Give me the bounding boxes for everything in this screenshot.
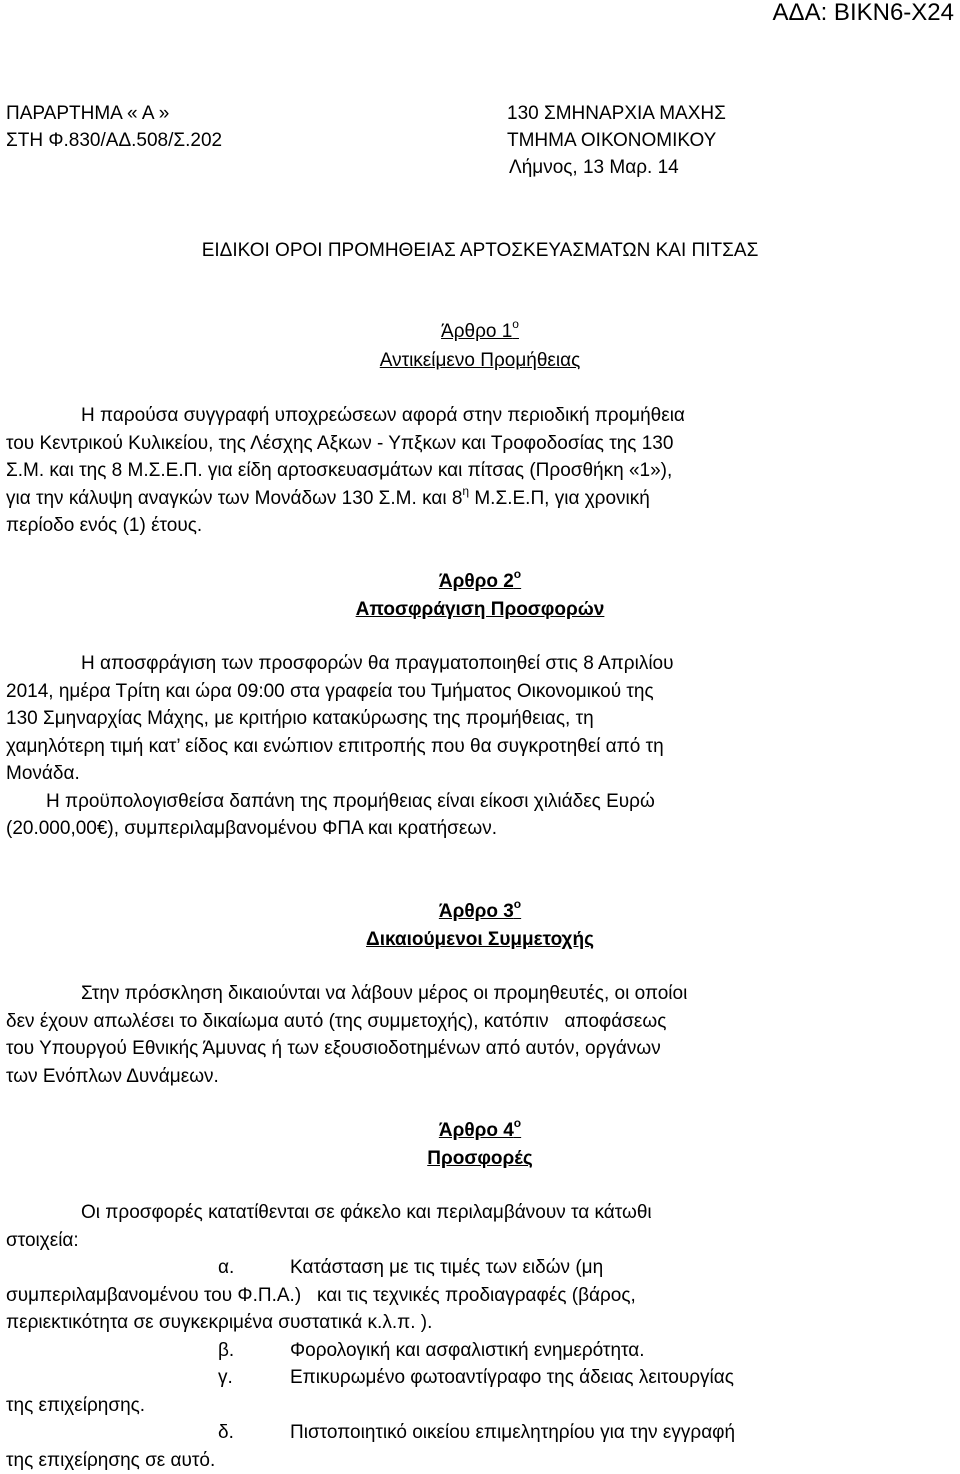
article1-body [6, 402, 938, 540]
ada-code: ΑΔΑ: ΒΙΚΝ6-Χ24 [773, 0, 954, 28]
article4-intro-line: στοιχεία: [6, 1227, 938, 1255]
article4-heading [0, 1117, 960, 1145]
article1-line: του Κεντρικού Κυλικείου, της Λέσχης Αξκων - Υπξκων και Τροφοδοσίας της 130 [6, 430, 938, 458]
article4-number: Άρθρο $4^o$ [439, 1120, 521, 1141]
article2-line: 2014, ημέρα Τρίτη και ώρα 09:00 στα γραφεία του Τμήματος Οικονομικού της [6, 678, 938, 706]
article4-title: Προσφορές [0, 1145, 960, 1173]
list-item-letter: γ. [6, 1364, 290, 1392]
annex-reference: ΣΤΗ Φ.830/ΑΔ.508/Σ.202 [6, 127, 222, 154]
article2-line: Μονάδα. [6, 760, 938, 788]
article1-number: Άρθρο $1^o$ [441, 321, 519, 342]
article2-line: Η αποσφράγιση των προσφορών θα πραγματοποιηθεί στις 8 Απριλίου [6, 650, 938, 678]
article3-line: των Ενόπλων Δυνάμεων. [6, 1063, 938, 1091]
list-item [6, 1419, 938, 1447]
article2-number: Άρθρο $2^o$ [439, 571, 521, 592]
article1-line: Σ.Μ. και της 8 Μ.Σ.Ε.Π. για είδη αρτοσκευασμάτων και πίτσας (Προσθήκη «1»), [6, 457, 938, 485]
article4-body [6, 1199, 938, 1474]
list-item-text: Φορολογική και ασφαλιστική ενημερότητα. [290, 1337, 645, 1365]
list-item-continuation: της επιχείρησης σε αυτό. [6, 1447, 938, 1474]
article2-title: Αποσφράγιση Προσφορών [0, 596, 960, 624]
article2-line: 130 Σμηναρχίας Μάχης, με κριτήριο κατακύρωσης της προμήθειας, τη [6, 705, 938, 733]
article2-line: χαμηλότερη τιμή κατ’ είδος και ενώπιον επιτροπής που θα συγκροτηθεί από τη [6, 733, 938, 761]
article1-heading [0, 318, 960, 346]
main-title: ΕΙΔΙΚΟΙ ΟΡΟΙ ΠΡΟΜΗΘΕΙΑΣ ΑΡΤΟΣΚΕΥΑΣΜΑΤΩΝ ΚΑΙ ΠΙΤΣΑΣ [0, 237, 960, 265]
article1-title: Αντικείμενο Προμήθειας [0, 347, 960, 375]
department-name: ΤΜΗΜΑ ΟΙΚΟΝΟΜΙΚΟΥ [507, 127, 726, 154]
list-item-letter: β. [6, 1337, 290, 1365]
article1-line: Η παρούσα συγγραφή υποχρεώσεων αφορά στην περιοδική προμήθεια [6, 402, 938, 430]
article3-title: Δικαιούμενοι Συμμετοχής [0, 926, 960, 954]
list-item-continuation: της επιχείρησης. [6, 1392, 938, 1420]
article2-line: Η προϋπολογισθείσα δαπάνη της προμήθειας είναι είκοσι χιλιάδες Ευρώ [6, 788, 938, 816]
unit-name: 130 ΣΜΗΝΑΡΧΙΑ ΜΑΧΗΣ [507, 100, 726, 127]
article1-line: περίοδο ενός (1) έτους. [6, 512, 938, 540]
article4-intro-line: Οι προσφορές κατατίθενται σε φάκελο και περιλαμβάνουν τα κάτωθι [6, 1199, 938, 1227]
annex-header [6, 100, 222, 154]
list-item-letter: α. [6, 1254, 290, 1282]
article2-line: (20.000,00€), συμπεριλαμβανομένου ΦΠΑ και κρατήσεων. [6, 815, 938, 843]
list-item [6, 1254, 938, 1282]
list-item-continuation: συμπεριλαμβανομένου του Φ.Π.Α.) και τις τεχνικές προδιαγραφές (βάρος, [6, 1282, 938, 1310]
annex-label: ΠΑΡΑΡΤΗΜΑ « Α » [6, 100, 222, 127]
article3-line: του Υπουργού Εθνικής Άμυνας ή των εξουσιοδοτημένων από αυτόν, οργάνων [6, 1035, 938, 1063]
article2-heading [0, 568, 960, 596]
list-item-letter: δ. [6, 1419, 290, 1447]
list-item-text: Επικυρωμένο φωτοαντίγραφο της άδειας λειτουργίας [290, 1364, 734, 1392]
list-item [6, 1364, 938, 1392]
list-item-text: Κατάσταση με τις τιμές των ειδών (μη [290, 1254, 938, 1282]
list-item-continuation: περιεκτικότητα σε συγκεκριμένα συστατικά κ.λ.π. ). [6, 1309, 938, 1337]
article3-number: Άρθρο $3^o$ [439, 901, 521, 922]
article3-heading [0, 898, 960, 926]
article2-body [6, 650, 938, 843]
article3-line: Στην πρόσκληση δικαιούνται να λάβουν μέρος οι προμηθευτές, οι οποίοι [6, 980, 938, 1008]
article3-body [6, 980, 938, 1090]
place-date: Λήμνος, 13 Μαρ. 14 [507, 154, 726, 181]
unit-header [507, 100, 726, 181]
list-item [6, 1337, 938, 1365]
article3-line: δεν έχουν απωλέσει το δικαίωμα αυτό (της συμμετοχής), κατόπιν αποφάσεως [6, 1008, 938, 1036]
article1-line: για την κάλυψη αναγκών των Μονάδων 130 Σ.Μ. και $8^\eta$ Μ.Σ.Ε.Π, για χρονική [6, 485, 938, 513]
list-item-text: Πιστοποιητικό οικείου επιμελητηρίου για την εγγραφή [290, 1419, 735, 1447]
